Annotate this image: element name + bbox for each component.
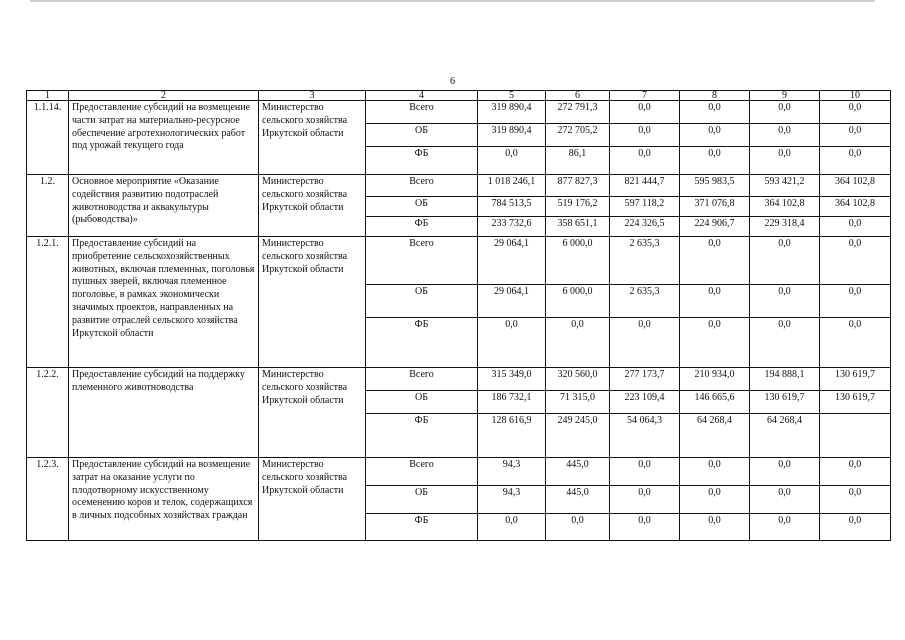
cell-value: 130 619,7 [820, 391, 891, 414]
cell-value: 0,0 [610, 124, 680, 147]
col-header: 10 [820, 91, 891, 101]
cell-value: 194 888,1 [750, 368, 820, 391]
funding-kind: Всего [366, 175, 478, 197]
cell-value: 0,0 [546, 514, 610, 541]
funding-kind: ОБ [366, 391, 478, 414]
funding-kind: ОБ [366, 285, 478, 318]
cell-value: 0,0 [610, 486, 680, 514]
cell-value: 0,0 [750, 458, 820, 486]
cell-value: 0,0 [750, 237, 820, 285]
cell-value: 224 326,5 [610, 217, 680, 237]
funding-kind: ОБ [366, 197, 478, 217]
cell-value: 86,1 [546, 147, 610, 175]
col-header: 7 [610, 91, 680, 101]
cell-value: 0,0 [680, 486, 750, 514]
col-header: 2 [69, 91, 259, 101]
funding-kind: ФБ [366, 514, 478, 541]
cell-value: 71 315,0 [546, 391, 610, 414]
row-name: Предоставление субсидий на приобретение сельскохозяйственных животных, включая племенных, поголовья пушных зверей, включая племенное поголовье, в рамках экономически значимых проектов, направленных на развитие отраслей сельского хозяйства Иркутской области [69, 237, 259, 368]
cell-value: 29 064,1 [478, 285, 546, 318]
funding-kind: ФБ [366, 147, 478, 175]
row-executor: Министерство сельского хозяйства Иркутской области [259, 237, 366, 368]
funding-kind: Всего [366, 458, 478, 486]
cell-value: 186 732,1 [478, 391, 546, 414]
cell-value: 0,0 [750, 514, 820, 541]
cell-value: 0,0 [610, 147, 680, 175]
cell-value: 0,0 [820, 147, 891, 175]
row-name: Предоставление субсидий на поддержку племенного животноводства [69, 368, 259, 458]
funding-kind: Всего [366, 368, 478, 391]
cell-value: 364 102,8 [750, 197, 820, 217]
cell-value: 64 268,4 [680, 414, 750, 458]
scan-edge [30, 0, 875, 2]
cell-value: 1 018 246,1 [478, 175, 546, 197]
cell-value: 371 076,8 [680, 197, 750, 217]
row-executor: Министерство сельского хозяйства Иркутской области [259, 458, 366, 541]
cell-value: 445,0 [546, 458, 610, 486]
cell-value: 519 176,2 [546, 197, 610, 217]
col-header: 3 [259, 91, 366, 101]
cell-value: 593 421,2 [750, 175, 820, 197]
page-number: 6 [450, 76, 455, 87]
cell-value: 0,0 [546, 318, 610, 368]
cell-value: 0,0 [750, 147, 820, 175]
cell-value: 272 705,2 [546, 124, 610, 147]
cell-value: 6 000,0 [546, 237, 610, 285]
table-row [27, 101, 891, 124]
row-index: 1.2. [27, 175, 69, 237]
col-header: 1 [27, 91, 69, 101]
cell-value: 364 102,8 [820, 175, 891, 197]
row-name: Основное мероприятие «Оказание содействия развитию подотраслей животноводства и аквакультуры (рыбоводства)» [69, 175, 259, 237]
cell-value: 319 890,4 [478, 124, 546, 147]
funding-kind: Всего [366, 101, 478, 124]
cell-value: 358 651,1 [546, 217, 610, 237]
row-executor: Министерство сельского хозяйства Иркутской области [259, 101, 366, 175]
funding-kind: ОБ [366, 486, 478, 514]
cell-value: 0,0 [680, 318, 750, 368]
cell-value: 233 732,6 [478, 217, 546, 237]
cell-value: 0,0 [610, 458, 680, 486]
col-header: 6 [546, 91, 610, 101]
cell-value: 224 906,7 [680, 217, 750, 237]
cell-value: 0,0 [680, 237, 750, 285]
cell-value: 445,0 [546, 486, 610, 514]
cell-value: 249 245,0 [546, 414, 610, 458]
cell-value: 0,0 [680, 514, 750, 541]
row-name: Предоставление субсидий на возмещение части затрат на материально-ресурсное обеспечение агротехнологических работ под урожай текущего года [69, 101, 259, 175]
cell-value: 210 934,0 [680, 368, 750, 391]
row-index: 1.2.2. [27, 368, 69, 458]
cell-value: 877 827,3 [546, 175, 610, 197]
cell-value: 0,0 [750, 318, 820, 368]
cell-value: 0,0 [680, 285, 750, 318]
cell-value: 784 513,5 [478, 197, 546, 217]
cell-value: 0,0 [680, 147, 750, 175]
cell-value: 821 444,7 [610, 175, 680, 197]
col-header: 9 [750, 91, 820, 101]
cell-value: 0,0 [610, 101, 680, 124]
col-header: 5 [478, 91, 546, 101]
row-executor: Министерство сельского хозяйства Иркутской области [259, 368, 366, 458]
cell-value [820, 414, 891, 458]
cell-value: 364 102,8 [820, 197, 891, 217]
cell-value: 94,3 [478, 486, 546, 514]
cell-value: 0,0 [610, 514, 680, 541]
cell-value: 94,3 [478, 458, 546, 486]
col-header: 8 [680, 91, 750, 101]
funding-kind: Всего [366, 237, 478, 285]
row-index: 1.2.1. [27, 237, 69, 368]
row-index: 1.2.3. [27, 458, 69, 541]
table-row [27, 237, 891, 285]
cell-value: 0,0 [820, 285, 891, 318]
cell-value: 0,0 [820, 318, 891, 368]
cell-value: 0,0 [750, 124, 820, 147]
cell-value: 6 000,0 [546, 285, 610, 318]
cell-value: 0,0 [820, 101, 891, 124]
cell-value: 130 619,7 [750, 391, 820, 414]
cell-value: 0,0 [820, 237, 891, 285]
cell-value: 2 635,3 [610, 237, 680, 285]
cell-value: 272 791,3 [546, 101, 610, 124]
header-row [27, 91, 891, 101]
cell-value: 277 173,7 [610, 368, 680, 391]
cell-value: 223 109,4 [610, 391, 680, 414]
cell-value: 0,0 [610, 318, 680, 368]
table-row [27, 368, 891, 391]
cell-value: 130 619,7 [820, 368, 891, 391]
table-row [27, 458, 891, 486]
cell-value: 0,0 [820, 514, 891, 541]
cell-value: 0,0 [478, 514, 546, 541]
cell-value: 0,0 [680, 458, 750, 486]
row-executor: Министерство сельского хозяйства Иркутской области [259, 175, 366, 237]
cell-value: 0,0 [478, 147, 546, 175]
cell-value: 0,0 [750, 285, 820, 318]
cell-value: 0,0 [820, 124, 891, 147]
budget-table [26, 90, 891, 541]
table-row [27, 175, 891, 197]
funding-kind: ФБ [366, 318, 478, 368]
cell-value: 0,0 [680, 124, 750, 147]
cell-value: 0,0 [478, 318, 546, 368]
cell-value: 315 349,0 [478, 368, 546, 391]
cell-value: 597 118,2 [610, 197, 680, 217]
cell-value: 146 665,6 [680, 391, 750, 414]
cell-value: 319 890,4 [478, 101, 546, 124]
cell-value: 29 064,1 [478, 237, 546, 285]
cell-value: 320 560,0 [546, 368, 610, 391]
cell-value: 0,0 [820, 458, 891, 486]
row-name: Предоставление субсидий на возмещение затрат на оказание услуги по плодотворному искусственному осеменению коров и телок, содержащихся в личных подсобных хозяйствах граждан [69, 458, 259, 541]
cell-value: 0,0 [750, 486, 820, 514]
cell-value: 2 635,3 [610, 285, 680, 318]
row-index: 1.1.14. [27, 101, 69, 175]
cell-value: 0,0 [820, 217, 891, 237]
cell-value: 64 268,4 [750, 414, 820, 458]
cell-value: 595 983,5 [680, 175, 750, 197]
funding-kind: ФБ [366, 217, 478, 237]
cell-value: 0,0 [680, 101, 750, 124]
funding-kind: ФБ [366, 414, 478, 458]
cell-value: 0,0 [820, 486, 891, 514]
cell-value: 54 064,3 [610, 414, 680, 458]
col-header: 4 [366, 91, 478, 101]
funding-kind: ОБ [366, 124, 478, 147]
cell-value: 0,0 [750, 101, 820, 124]
cell-value: 128 616,9 [478, 414, 546, 458]
cell-value: 229 318,4 [750, 217, 820, 237]
